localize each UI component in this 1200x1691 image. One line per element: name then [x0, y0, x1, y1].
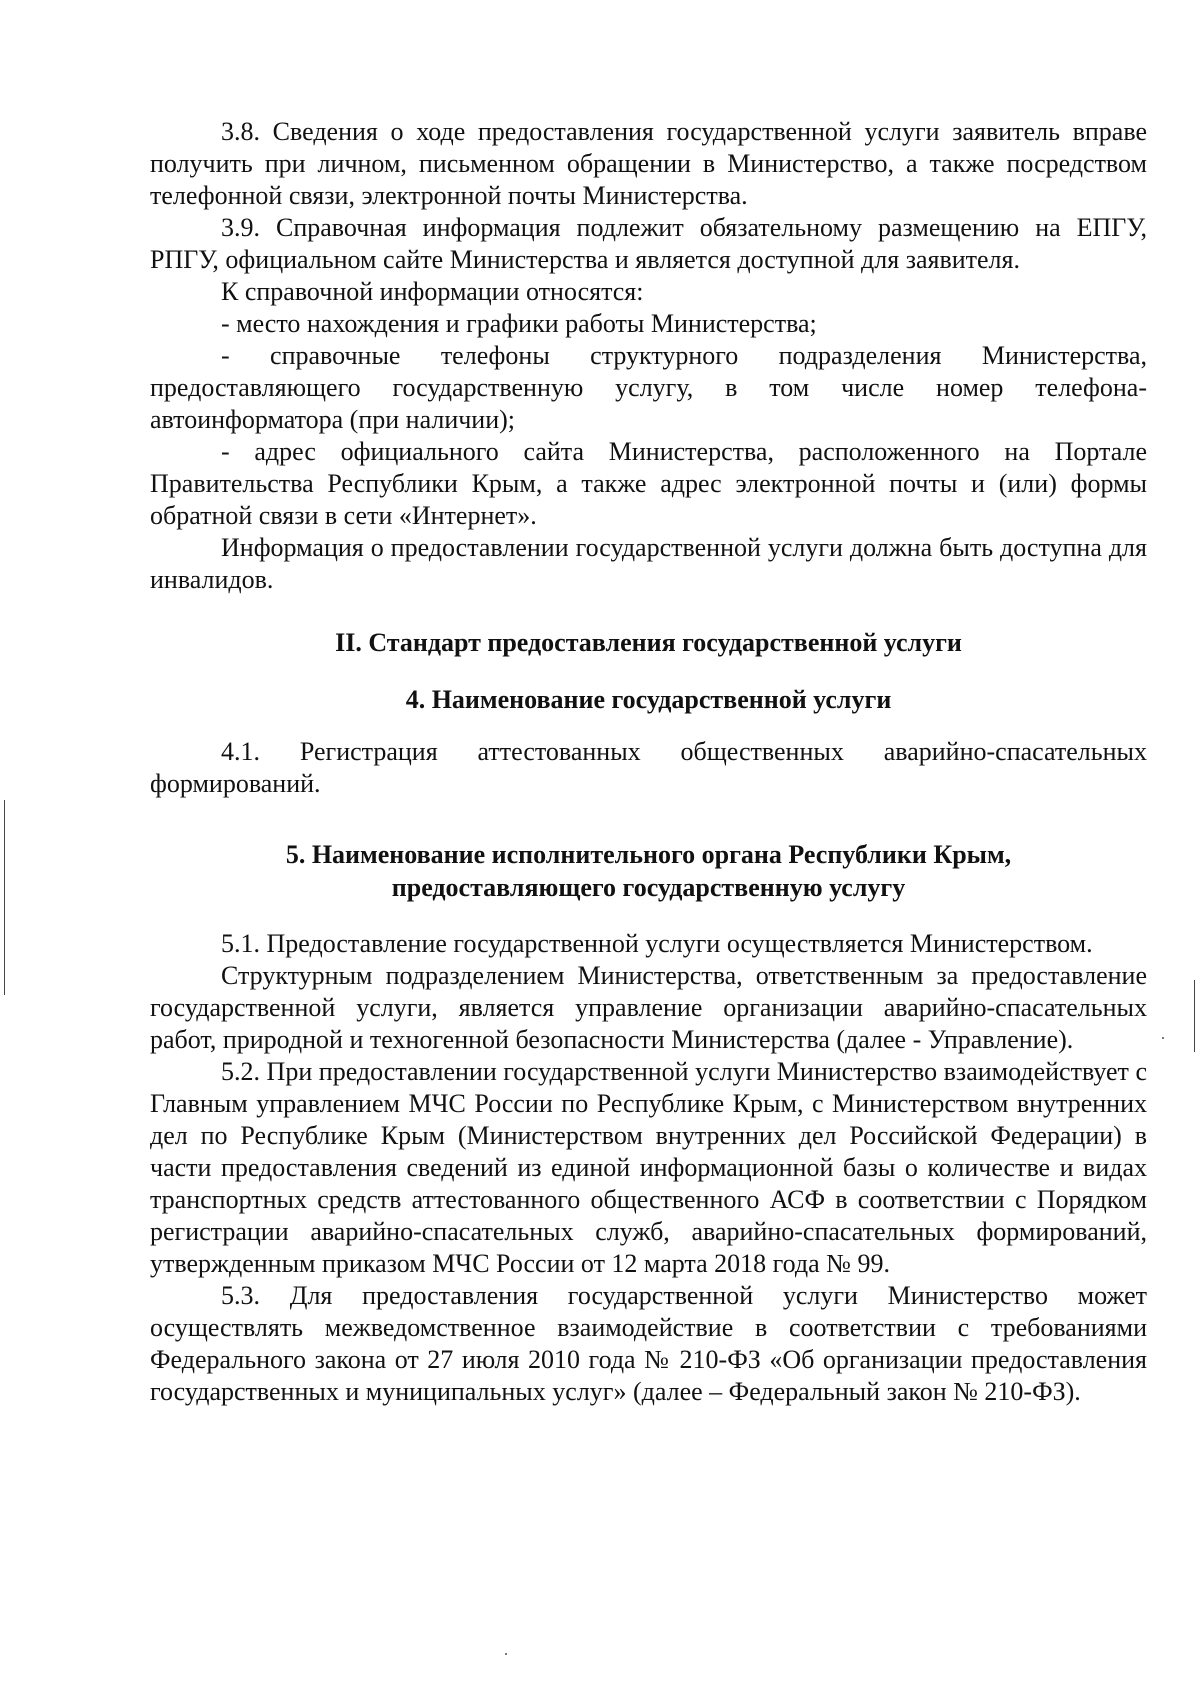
heading-5-line-2: предоставляющего государственную услугу: [391, 873, 906, 902]
scan-speck-bottom: [505, 1653, 507, 1655]
document-body: [150, 116, 1147, 1408]
paragraph-5-3: 5.3. Для предоставления государственной услуги Министерство может осуществлять межведомственное взаимодействие в соответствии с требованиями Федерального закона от 27 июля 2010 года № 210-ФЗ «Об организации предоставления государственных и муниципальных услуг» (далее – Федеральный закон № 210-ФЗ).: [150, 1281, 1147, 1406]
paragraph-5-1: 5.1. Предоставление государственной услуги осуществляется Министерством.: [221, 929, 1093, 958]
paragraph-4-1: 4.1. Регистрация аттестованных общественных аварийно-спасательных формирований.: [150, 737, 1147, 798]
scan-speck: [1162, 1037, 1164, 1039]
list-item-website: - адрес официального сайта Министерства, расположенного на Портале Правительства Республики Крым, а также адрес электронной почты и (или) формы обратной связи в сети «Интернет».: [150, 437, 1147, 530]
section-heading: II. Стандарт предоставления государственной услуги: [335, 628, 962, 657]
paragraph-reference-info: К справочной информации относятся:: [221, 277, 644, 306]
heading-5: [150, 838, 1147, 904]
list-item-location: - место нахождения и графики работы Министерства;: [221, 309, 817, 338]
left-margin-mark: [4, 800, 5, 995]
right-margin-mark: [1194, 980, 1195, 1052]
paragraph-3-8: 3.8. Сведения о ходе предоставления государственной услуги заявитель вправе получить при личном, письменном обращении в Министерство, а также посредством телефонной связи, электронной почты Министерства.: [150, 117, 1147, 210]
heading-5-line-1: 5. Наименование исполнительного органа Республики Крым,: [285, 840, 1012, 869]
list-item-phones: - справочные телефоны структурного подразделения Министерства, предоставляющего государственную услугу, в том числе номер телефона-автоинформатора (при наличии);: [150, 341, 1147, 434]
paragraph-3-9: 3.9. Справочная информация подлежит обязательному размещению на ЕПГУ, РПГУ, официальном сайте Министерства и является доступной для заявителя.: [150, 213, 1147, 274]
paragraph-accessibility: Информация о предоставлении государственной услуги должна быть доступна для инвалидов.: [150, 533, 1147, 594]
heading-4: 4. Наименование государственной услуги: [405, 685, 892, 714]
paragraph-5-2: 5.2. При предоставлении государственной услуги Министерство взаимодействует с Главным управлением МЧС России по Республике Крым, с Министерством внутренних дел по Республике Крым (Министерством внутренних дел Российской Федерации) в части предоставления сведений из единой информационной базы о количестве и видах транспортных средств аттестованного общественного АСФ в соответствии с Порядком регистрации аварийно-спасательных служб, аварийно-спасательных формирований, утвержденным приказом МЧС России от 12 марта 2018 года № 99.: [150, 1057, 1147, 1278]
paragraph-structural-unit: Структурным подразделением Министерства, ответственным за предоставление государственной услуги, является управление организации аварийно-спасательных работ, природной и техногенной безопасности Министерства (далее - Управление).: [150, 961, 1147, 1054]
